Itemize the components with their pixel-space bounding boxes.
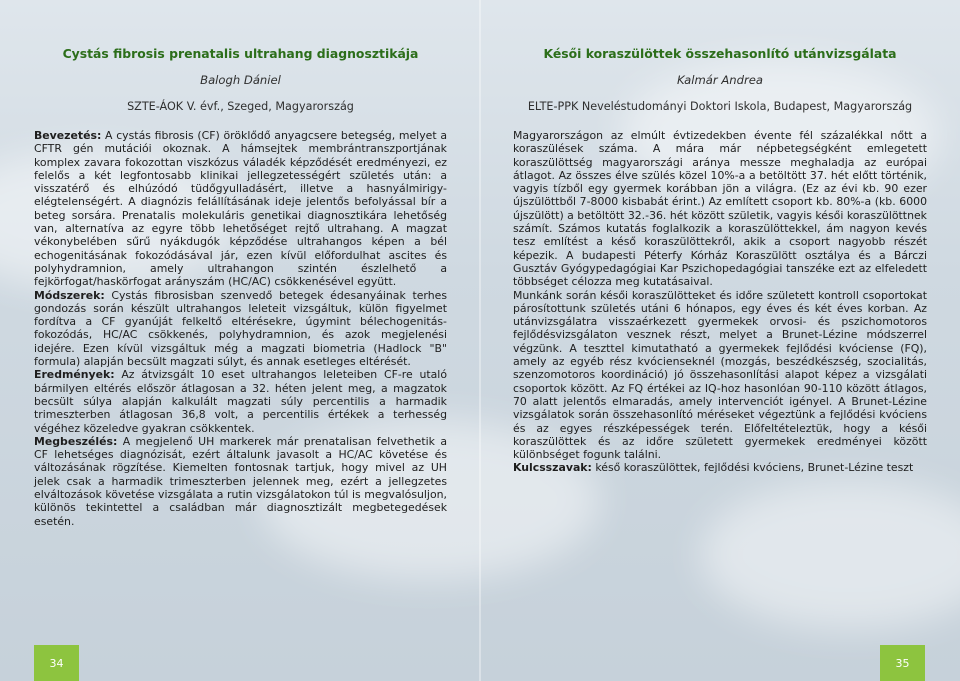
right-page-author: Kalmár Andrea: [676, 73, 763, 87]
left-page-title: Cystás fibrosis prenatalis ultrahang diagnosztikája: [62, 46, 419, 61]
right-page-affiliation: ELTE-PPK Neveléstudományi Doktori Iskola, Budapest, Magyarország: [527, 100, 913, 113]
paragraph-label: Kulcsszavak:: [513, 461, 592, 475]
paragraph-text: Magyarországon az elmúlt évtizedekben évente fél százalékkal nőtt a koraszülések száma. A mára már népbetegségként emlegetett koraszülöttség magyarországi aránya messze meghaladja az európai átlagot. Az összes élve szülés közel 10%-a a betöltött 37. hét előtt történik, vagyis tízből egy gyermek korábban jön a világra. (Ez az évi kb. 90 ezer újszülöttből 7-8000 kisbabát érint.) Az említett csoport kb. 80%-a (kb. 6000 újszülött) a betöltött 32.-36. hét között születik, vagyis késői koraszülöttnek számít. Számos kutatás foglalkozik a koraszülöttekkel, ám nagyon kevés tesz említést a késő koraszülöttekről, akik a csoport nagyobb részét képezik. A budapesti Péterfy Kórház Koraszülött osztálya és a Bárczi Gusztáv Gyógypedagógiai Kar Pszichopedagógiai tanszéke ezt az elfeledett többséget célozza meg kutatásaival.: [513, 129, 927, 289]
right-page-body: [513, 129, 927, 475]
paragraph-results: [34, 368, 447, 434]
left-page-author: Balogh Dániel: [200, 73, 281, 87]
paragraph-label: Bevezetés:: [34, 129, 102, 142]
paragraph-label: Megbeszélés:: [34, 434, 118, 448]
paragraph-text: Munkánk során késői koraszülötteket és időre született kontroll csoportokat párosítottunk születés utáni 6 hónapos, egy éves és két éves korban. Az utánvizsgálatra visszaérkezett gyermekek orvosi- és pszichomotoros fejlődésvizsgálaton vesznek részt, melyet a Brunet-Lézine módszerrel végzünk. A teszttel kimutatható a gyermekek fejlődési kvóciense (FQ), amely az egyéb rész kvócienseknél (mozgás, beszédkészség, szocialitás, szenzomotoros koordináció) jó összehasonlítási alapot képez a vizsgálati csoportok között. Az FQ értékei az IQ-hoz hasonlóan 90-110 között átlagos, 70 alatt jelentős elmaradás, amely intervenciót igényel. A Brunet-Lézine vizsgálatok során összehasonlító méréseket végeztünk a fejlődési kvóciens és az egyes részképességek terén. Előfeltételeztük, hogy a késői koraszülöttek és az időre született gyermekek eredményei között különbséget fogunk találni.: [513, 288, 927, 462]
paragraph-keywords: [513, 461, 927, 474]
paragraph-text: Cystás fibrosisban szenvedő betegek édesanyáinak terhes gondozás során készült ultrahangos leleteit vizsgáltuk, külön figyelmet fordítva a CF gyanúját felkeltő eltérésekre, úgymint bélechogenitás-fokozódás, HC/AC csökkenés, polyhydramnion, és azok megjelenési idejére. Ezen kívül vizsgáltuk még a magzati biometria (Hadlock "B" formula) alapján becsült magzati súlyt, és annak esetleges eltérését.: [34, 288, 447, 369]
paragraph-text: késő koraszülöttek, fejlődési kvóciens, Brunet-Lézine teszt: [591, 461, 914, 475]
paragraph-text: Az átvizsgált 10 eset ultrahangos leleteiben CF-re utaló bármilyen eltérés először átlagosan a 32. héten jelent meg, a magzatok becsült súlya alapján kalkulált magzati súly percentilis a harmadik trimeszterben átlagosan 36,8 volt, a percentilis értékek a terhesség végéhez közeledve gyakran csökkentek.: [34, 368, 447, 435]
right-page: [480, 0, 960, 681]
paragraph-study: [513, 289, 927, 462]
paragraph-introduction: [34, 129, 447, 289]
right-page-title: Késői koraszülöttek összehasonlító utánvizsgálata: [543, 46, 897, 61]
left-page-affiliation: SZTE-ÁOK V. évf., Szeged, Magyarország: [127, 100, 354, 113]
paragraph-background: [513, 129, 927, 289]
paragraph-text: A megjelenő UH markerek már prenatalisan felvethetik a CF lehetséges diagnózisát, ezért általunk javasolt a HC/AC követése és változásának rögzítése. Kiemelten fontosnak tartjuk, hogy mivel az UH jelek csak a harmadik trimeszterben jelennek meg, ezért a jellegzetes elváltozások követése vizsgálata a rutin vizsgálatokon túl is megvalósuljon, különös tekintettel a családban már diagnosztizált megbetegedések esetén.: [34, 434, 447, 528]
paragraph-methods: [34, 289, 447, 369]
paragraph-label: Módszerek:: [34, 288, 105, 302]
paragraph-text: A cystás fibrosis (CF) öröklődő anyagcsere betegség, melyet a CFTR gén mutációi okoznak. A hámsejtek membrántranszportjának komplex zavara fokozottan viszkózus váladék képződését eredményezi, ez felelős a két legfontosabb klinikai jellegzetességért születés után: a visszatérő és elhúzódó tüdőgyulladásért, illetve a hasnyálmirigy-elégtelenségért. A diagnózis felállításának ideje jelentős befolyással bír a beteg sorsára. Prenatalis molekuláris genetikai diagnosztikára lehetőség van, alternatíva az egyre több lehetőséget rejtő ultrahang. A magzat vékonybelében sűrű nyákdugók képződése ultrahangos képen a bél echogenitásának fokozódásával jár, ezen kívül előfordulhat ascites és polyhydramnion, amely ultrahangon szintén észlelhető a fejkörfogat/haskörfogat arányszám (HC/AC) csökkenésével együtt.: [34, 129, 447, 289]
left-page-body: [34, 129, 447, 528]
page-number: 34: [34, 645, 79, 681]
page-number: 35: [880, 645, 925, 681]
paragraph-discussion: [34, 435, 447, 528]
paragraph-label: Eredmények:: [34, 368, 115, 382]
